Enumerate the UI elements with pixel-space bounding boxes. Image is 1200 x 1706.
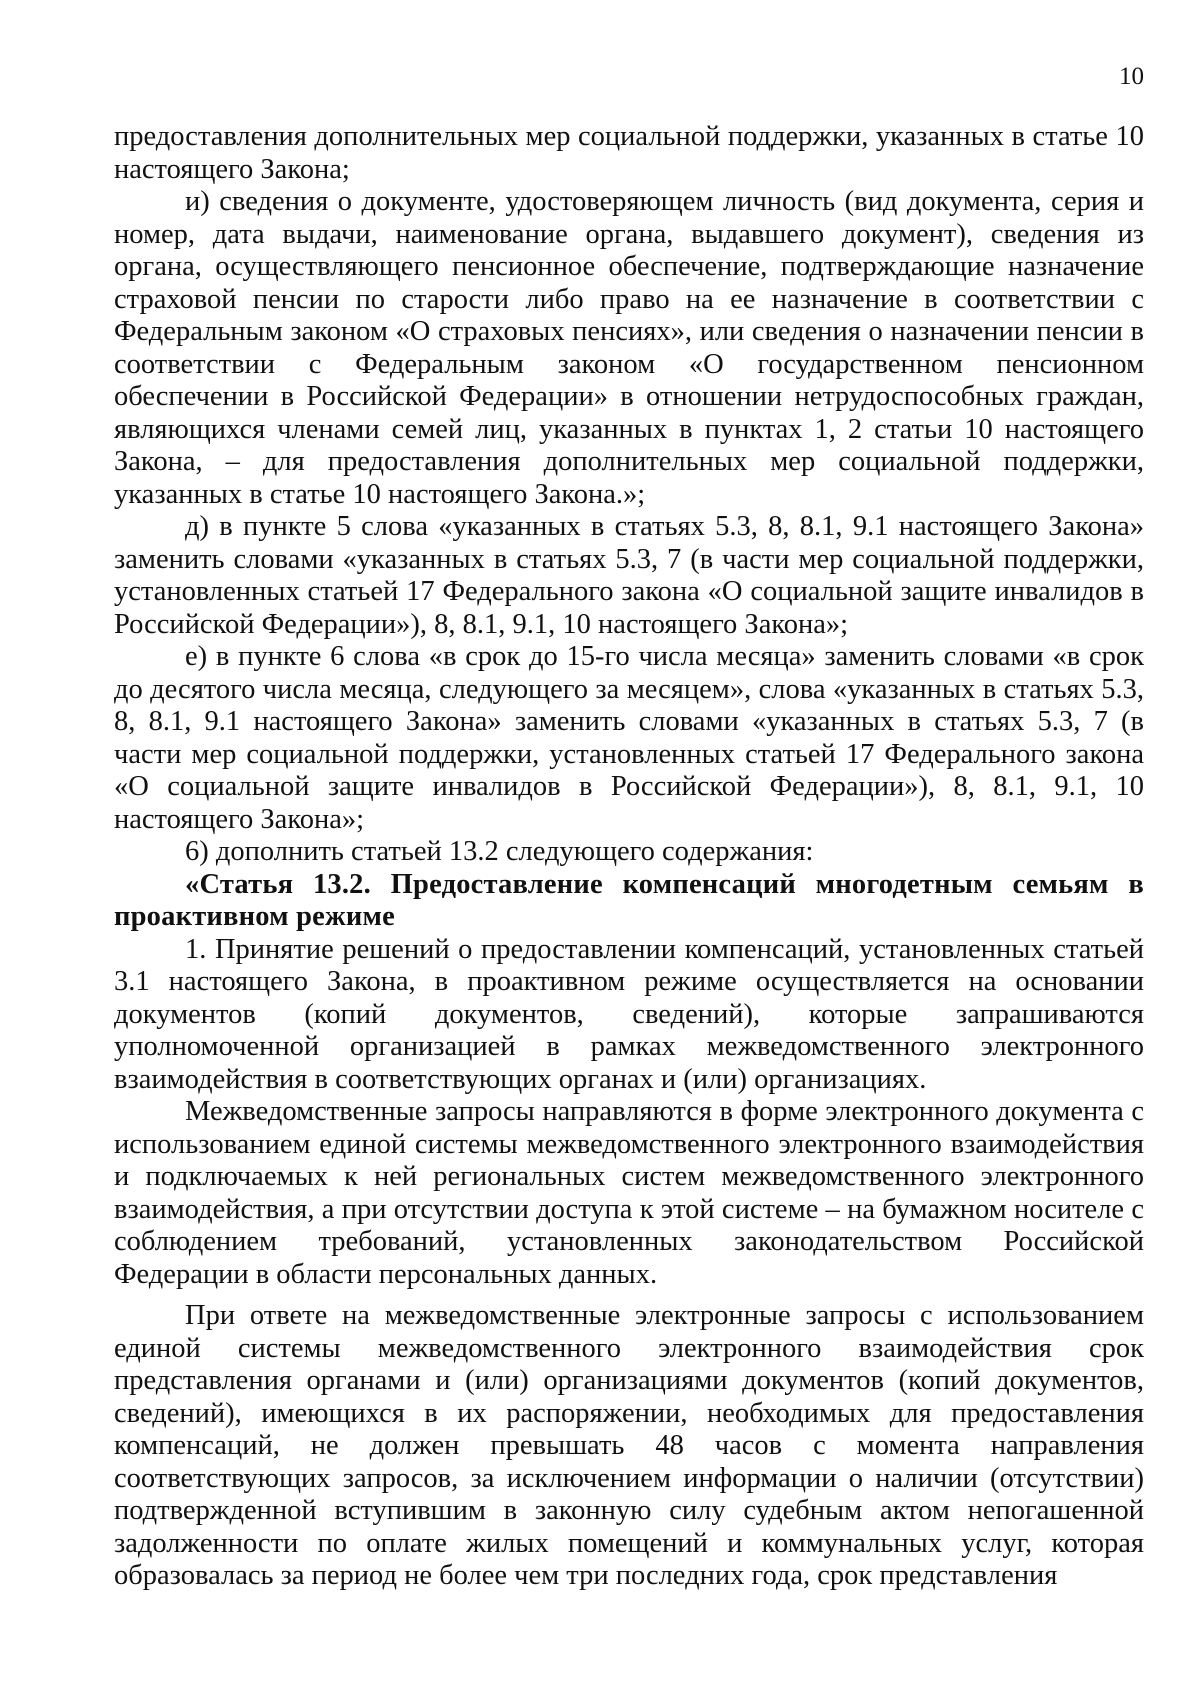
- paragraph-response-deadline: При ответе на межведомственные электронные запросы с использованием единой системы межведомственного электронного взаимодействия срок представления органами и (или) организациями документов (копий документов, сведений), имеющихся в их распоряжении, необходимых для предоставления компенсаций, не должен превышать 48 часов с момента направления соответствующих запросов, за исключением информации о наличии (отсутствии) подтвержденной вступившим в законную силу судебным актом непогашенной задолженности по оплате жилых помещений и коммунальных услуг, которая образовалась за период не более чем три последних года, срок представления: [114, 1300, 1144, 1591]
- paragraph-continuation: предоставления дополнительных мер социальной поддержки, указанных в статье 10 настоящего Закона;: [114, 121, 1144, 185]
- paragraph-item-6: 6) дополнить статьей 13.2 следующего содержания:: [185, 836, 814, 867]
- document-body: [114, 121, 1144, 1593]
- page-number: 10: [1119, 63, 1144, 90]
- paragraph-item-e: е) в пункте 6 слова «в срок до 15-го числа месяца» заменить словами «в срок до десятого числа месяца, следующего за месяцем», слова «указанных в статьях 5.3, 8, 8.1, 9.1 настоящего Закона» заменить словами «указанных в статьях 5.3, 7 (в части мер социальной поддержки, установленных статьей 17 Федерального закона «О социальной защите инвалидов в Российской Федерации»), 8, 8.1, 9.1, 10 настоящего Закона»;: [114, 641, 1144, 835]
- paragraph-clause-1: 1. Принятие решений о предоставлении компенсаций, установленных статьей 3.1 настоящего Закона, в проактивном режиме осуществляется на основании документов (копий документов, сведений), которые запрашиваются уполномоченной организацией в рамках межведомственного электронного взаимодействия в соответствующих органах и (или) организациях.: [114, 933, 1144, 1095]
- paragraph-item-d: д) в пункте 5 слова «указанных в статьях 5.3, 8, 8.1, 9.1 настоящего Закона» заменить словами «указанных в статьях 5.3, 7 (в части мер социальной поддержки, установленных статьей 17 Федерального закона «О социальной защите инвалидов в Российской Федерации»), 8, 8.1, 9.1, 10 настоящего Закона»;: [114, 511, 1144, 640]
- article-heading: «Статья 13.2. Предоставление компенсаций многодетным семьям в проактивном режиме: [114, 868, 1144, 932]
- paragraph-interagency-requests: Межведомственные запросы направляются в форме электронного документа с использованием единой системы межведомственного электронного взаимодействия и подключаемых к ней региональных систем межведомственного электронного взаимодействия, а при отсутствии доступа к этой системе – на бумажном носителе с соблюдением требований, установленных законодательством Российской Федерации в области персональных данных.: [114, 1096, 1144, 1290]
- paragraph-item-i: и) сведения о документе, удостоверяющем личность (вид документа, серия и номер, дата выдачи, наименование органа, выдавшего документ), сведения из органа, осуществляющего пенсионное обеспечение, подтверждающие назначение страховой пенсии по старости либо право на ее назначение в соответствии с Федеральным законом «О страховых пенсиях», или сведения о назначении пенсии в соответствии с Федеральным законом «О государственном пенсионном обеспечении в Российской Федерации» в отношении нетрудоспособных граждан, являющихся членами семей лиц, указанных в пунктах 1, 2 статьи 10 настоящего Закона, – для предоставления дополнительных мер социальной поддержки, указанных в статье 10 настоящего Закона.»;: [114, 186, 1144, 510]
- paragraph-gap: [114, 1291, 1144, 1300]
